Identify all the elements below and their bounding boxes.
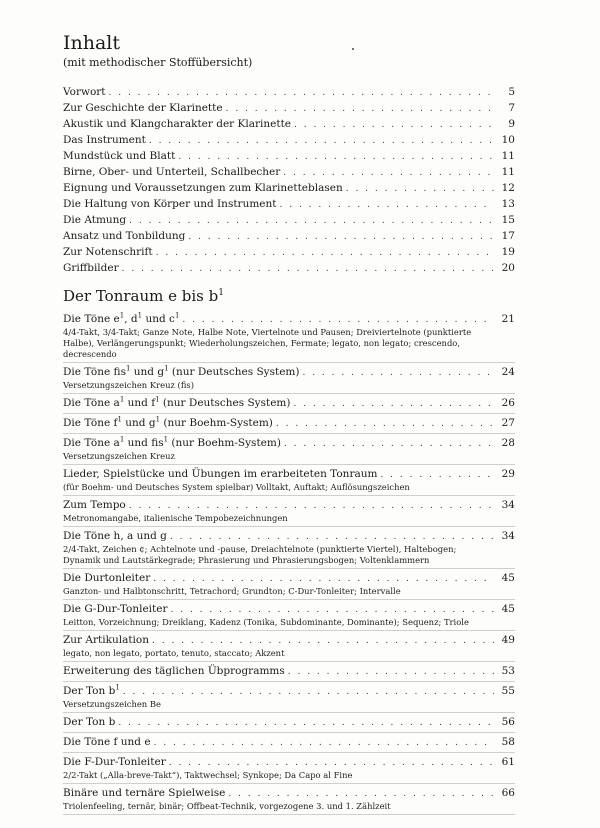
toc-entry-row [63, 664, 515, 679]
toc-entry-row [63, 571, 515, 586]
toc-entry-page: 10 [501, 134, 515, 146]
toc-entry-page: 53 [501, 665, 515, 677]
toc-entry [63, 498, 515, 527]
toc-entry-row [63, 735, 515, 750]
dot-leader [380, 468, 494, 483]
dot-leader [129, 499, 494, 514]
page-title: Inhalt [63, 32, 121, 54]
toc-entry-row [63, 228, 515, 244]
toc-entry [63, 365, 515, 394]
toc-entry-row [63, 602, 515, 617]
toc-entry [63, 633, 515, 662]
toc-entry-row [63, 244, 515, 260]
toc-entry [63, 755, 515, 784]
toc-entry [63, 602, 515, 631]
toc-entry-page: 12 [501, 182, 515, 194]
toc-entry-description: Metronomangabe, italienische Tempobezeichnungen [63, 513, 288, 523]
toc-entry-page: 13 [501, 198, 515, 210]
toc-entry-label: Lieder, Spielstücke und Übungen im erarbeiteten Tonraum [63, 468, 378, 480]
toc-entry-row [63, 467, 515, 482]
dot-leader [346, 181, 494, 197]
toc-entry [63, 396, 515, 414]
toc-section-2 [63, 312, 515, 817]
toc-entry-row [63, 365, 515, 380]
toc-entry-description: Versetzungszeichen Be [63, 699, 161, 709]
toc-entry-label: Binäre und ternäre Spielweise [63, 787, 226, 799]
section-title-sup: 1 [218, 288, 224, 298]
toc-entry-row [63, 196, 515, 212]
toc-entry-row [63, 212, 515, 228]
toc-entry-page: 66 [501, 787, 515, 799]
toc-entry-label: Akustik und Klangcharakter der Klarinette [63, 118, 292, 130]
toc-entry-label: Die G-Dur-Tonleiter [63, 603, 168, 615]
toc-entry-row [63, 100, 515, 116]
toc-entry-description: Leitton, Vorzeichnung; Dreiklang, Kadenz (Tonika, Subdominante, Dominante); Sequenz; Triole [63, 617, 469, 627]
toc-entry-row [63, 633, 515, 648]
toc-entry-page: 11 [501, 150, 515, 162]
toc-entry-description: (für Boehm- und Deutsches System spielbar) Volltakt, Auftakt; Auflösungszeichen [63, 482, 410, 492]
toc-entry-row [63, 416, 515, 431]
dot-leader [109, 85, 494, 101]
toc-entry [63, 529, 515, 569]
toc-entry-label: Die Töne $e^1$, $d^1$ und $c^1$ [63, 311, 180, 325]
toc-entry-page: 34 [501, 499, 515, 511]
toc-entry-row [63, 180, 515, 196]
toc-entry-row [63, 312, 515, 327]
toc-entry-description: Triolenfeeling, ternär, binär; Offbeat-Technik, vorgezogene 3. und 1. Zählzeit [63, 801, 391, 811]
dot-leader [171, 603, 495, 618]
dot-leader [294, 117, 494, 133]
toc-entry-label: Die Töne fis$^1$ und $g^1$ (nur Deutsches System) [63, 364, 300, 378]
toc-entry-page: 26 [501, 397, 515, 409]
dot-leader [122, 261, 494, 277]
dot-leader [178, 149, 494, 165]
toc-entry-row [63, 396, 515, 411]
toc-entry-page: 29 [501, 468, 515, 480]
toc-entry-label: Die Töne $a^1$ und fis$^1$ (nur Boehm-System) [63, 435, 281, 449]
toc-entry-row [63, 164, 515, 180]
toc-entry-row [63, 715, 515, 730]
toc-entry-page: 58 [501, 736, 515, 748]
toc-entry-description: legato, non legato, portato, tenuto, staccato; Akzent [63, 648, 285, 658]
toc-entry-row [63, 132, 515, 148]
dot-leader [284, 437, 494, 452]
dot-leader [153, 572, 494, 587]
toc-entry-label: Die Töne $f^1$ und $g^1$ (nur Boehm-System) [63, 415, 273, 429]
toc-entry-page: 49 [501, 634, 515, 646]
dot-leader [149, 133, 494, 149]
toc-entry-page: 61 [501, 756, 515, 768]
toc-entry-page: 9 [508, 118, 515, 130]
dot-leader [170, 530, 494, 545]
toc-entry-label: Die Durtonleiter [63, 572, 151, 584]
dot-leader [123, 685, 494, 700]
toc-entry-row [63, 260, 515, 276]
toc-entry-row [63, 786, 515, 801]
toc-entry-label: Die Töne $a^1$ und $f^1$ (nur Deutsches System) [63, 395, 291, 409]
toc-entry-row [63, 84, 515, 100]
toc-entry-page: 7 [508, 102, 515, 114]
toc-entry-page: 5 [508, 86, 515, 98]
dot-leader [152, 634, 494, 649]
toc-entry [63, 715, 515, 733]
toc-entry [63, 571, 515, 600]
toc-entry-label: Die Haltung von Körper und Instrument [63, 198, 277, 210]
toc-entry-label: Die Atmung [63, 214, 127, 226]
toc-entry-description: Versetzungszeichen Kreuz [63, 451, 175, 461]
toc-entry-page: 15 [501, 214, 515, 226]
toc-entry-label: Griffbilder [63, 262, 119, 274]
dot-leader [156, 245, 494, 261]
stray-dot [352, 48, 354, 50]
toc-entry-description: Versetzungszeichen Kreuz (fis) [63, 380, 194, 390]
toc-entry-label: Die Töne h, a und g [63, 530, 167, 542]
toc-entry-page: 45 [501, 603, 515, 615]
toc-entry-label: Ansatz und Tonbildung [63, 230, 186, 242]
toc-entry-page: 21 [501, 313, 515, 325]
toc-entry-label: Der Ton b [63, 716, 116, 728]
dot-leader [283, 165, 494, 181]
dot-leader [169, 756, 494, 771]
toc-entry-page: 11 [501, 166, 515, 178]
dot-leader [276, 417, 494, 432]
dot-leader [129, 213, 494, 229]
dot-leader [182, 313, 494, 328]
toc-entry-label: Zur Notenschrift [63, 246, 153, 258]
toc-entry-page: 17 [501, 230, 515, 242]
toc-entry [63, 467, 515, 496]
toc-entry-description: 2/4-Takt, Zeichen ¢; Achtelnote und -pause, Dreiachtelnote (punktierte Viertel), Haltebogen; Dynamik und Lautstärkegrade; Phrasierung und Phrasierungsbogen; Voltenklammern [63, 544, 457, 565]
dot-leader [288, 665, 494, 680]
toc-entry-label: Eignung und Voraussetzungen zum Klarinetteblasen [63, 182, 343, 194]
toc-entry-page: 20 [501, 262, 515, 274]
toc-entry-page: 28 [501, 437, 515, 449]
dot-leader [228, 787, 494, 802]
toc-entry-row [63, 529, 515, 544]
page-subtitle: (mit methodischer Stoffübersicht) [63, 56, 253, 69]
dot-leader [154, 736, 494, 751]
toc-entry-label: Die F-Dur-Tonleiter [63, 756, 166, 768]
toc-entry-page: 34 [501, 530, 515, 542]
dot-leader [302, 366, 494, 381]
dot-leader [293, 397, 494, 412]
toc-entry-label: Mundstück und Blatt [63, 150, 176, 162]
toc-entry-label: Zur Artikulation [63, 634, 149, 646]
toc-entry [63, 684, 515, 713]
toc-entry-page: 55 [501, 685, 515, 697]
toc-entry-row [63, 684, 515, 699]
section-title-text: Der Tonraum e bis b [63, 287, 219, 305]
dot-leader [226, 101, 494, 117]
toc-entry [63, 416, 515, 434]
toc-entry-page: 19 [501, 246, 515, 258]
toc-entry-label: Zum Tempo [63, 499, 126, 511]
toc-entry [63, 735, 515, 753]
toc-entry-page: 45 [501, 572, 515, 584]
toc-entry [63, 312, 515, 363]
toc-entry-label: Das Instrument [63, 134, 146, 146]
dot-leader [280, 197, 495, 213]
toc-general [63, 84, 515, 276]
section-title [63, 287, 224, 305]
toc-entry [63, 436, 515, 465]
toc-entry-page: 24 [501, 366, 515, 378]
toc-entry [63, 664, 515, 682]
toc-entry-label: Die Töne f und e [63, 736, 151, 748]
toc-entry-row [63, 148, 515, 164]
toc-entry [63, 786, 515, 815]
toc-entry-label: Vorwort [63, 86, 106, 98]
toc-entry-label: Birne, Ober- und Unterteil, Schallbecher [63, 166, 281, 178]
dot-leader [188, 229, 494, 245]
toc-entry-page: 27 [501, 417, 515, 429]
toc-entry-description: Ganzton- und Halbtonschritt, Tetrachord; Grundton; C-Dur-Tonleiter; Intervalle [63, 586, 401, 596]
toc-entry-label: Zur Geschichte der Klarinette [63, 102, 223, 114]
toc-entry-description: 4/4-Takt, 3/4-Takt; Ganze Note, Halbe Note, Viertelnote und Pausen; Dreiviertelnote (punktierte Halbe), Verlängerungspunkt; Wiederholungszeichen, Fermate; legato, non legato; crescendo, decrescendo [63, 327, 472, 359]
toc-entry-row [63, 116, 515, 132]
toc-entry-label: Der Ton $b^1$ [63, 683, 120, 697]
dot-leader [118, 716, 494, 731]
toc-entry-label: Erweiterung des täglichen Übprogramms [63, 665, 285, 677]
toc-entry-page: 56 [501, 716, 515, 728]
toc-entry-description: 2/2-Takt („Alla-breve-Takt“), Taktwechsel; Synkope; Da Capo al Fine [63, 770, 353, 780]
toc-entry-row [63, 436, 515, 451]
toc-entry-row [63, 498, 515, 513]
toc-entry-row [63, 755, 515, 770]
